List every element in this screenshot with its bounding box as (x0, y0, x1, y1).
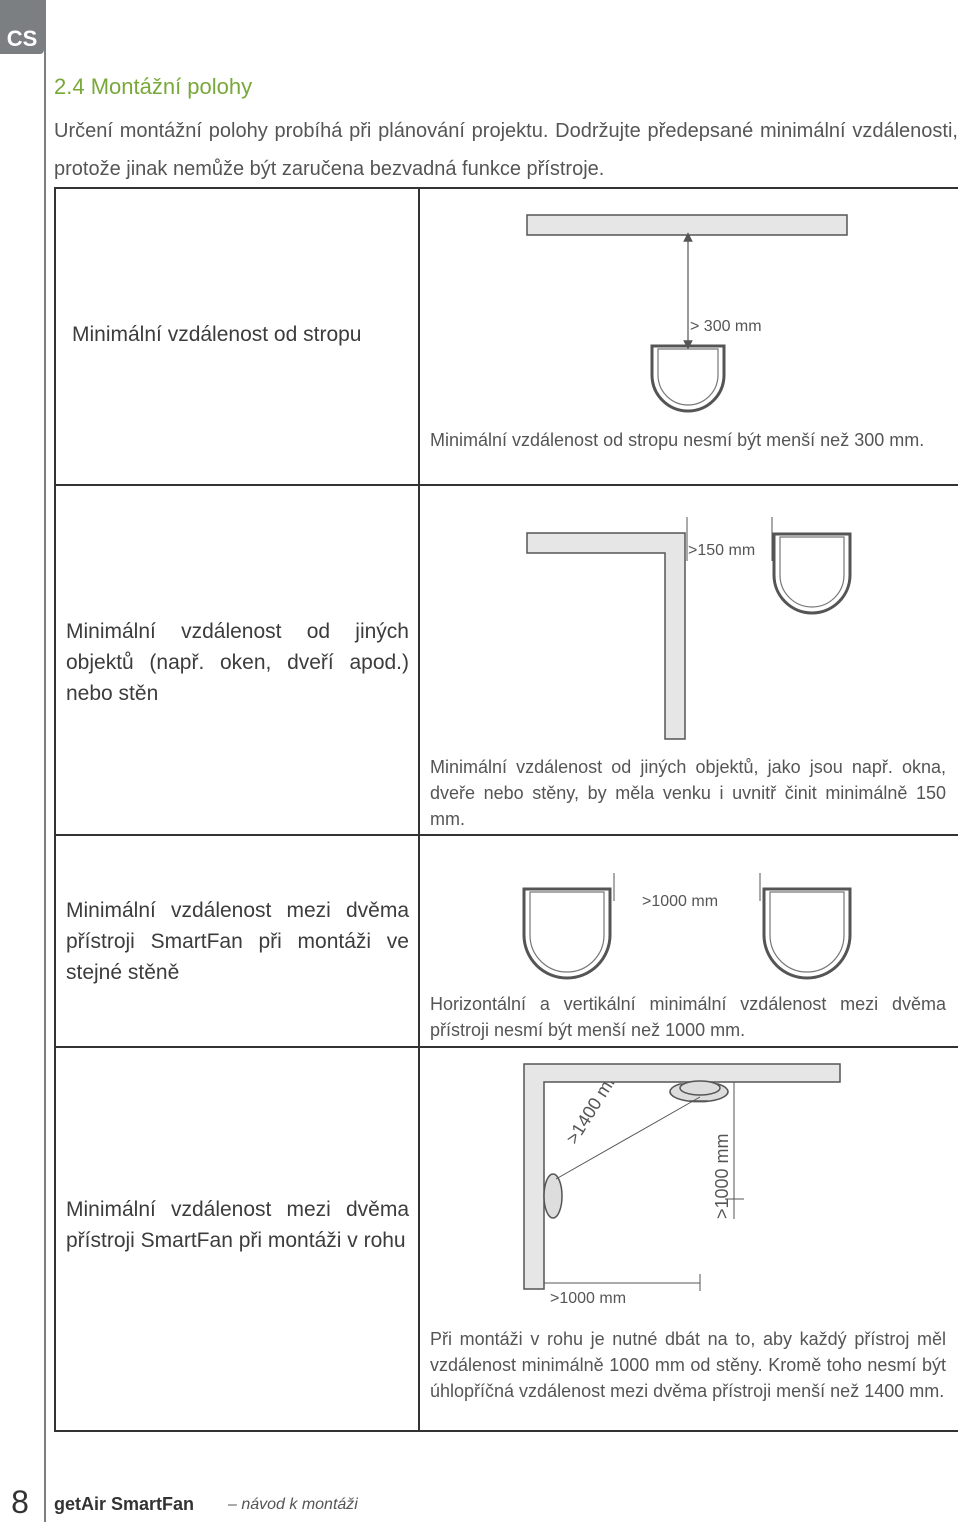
row2-label: Minimální vzdálenost od jiných objektů (např. oken, dveří apod.) nebo stěn (66, 620, 409, 705)
language-badge-text: CS (6, 26, 38, 51)
row1-description: Minimální vzdálenost od stropu nesmí být menší než 300 mm. (430, 430, 925, 450)
diagram-layer (54, 189, 958, 1430)
fan-unit-icon (774, 534, 850, 613)
row1-label: Minimální vzdálenost od stropu (72, 323, 362, 346)
ceiling-slab (527, 215, 847, 235)
corner-diagram (524, 1064, 840, 1291)
fan-unit-side-icon (544, 1174, 562, 1218)
diagonal-guide (556, 1097, 700, 1179)
row3-description: Horizontální a vertikální minimální vzdálenost mezi dvěma přístroji nesmí být menší než 1000 mm. (430, 994, 946, 1040)
row4-description: Při montáži v rohu je nutné dbát na to, aby každý přístroj měl vzdálenost minimálně 1000 mm od stěny. Kromě toho nesmí být úhlopříčná vzdálenost mezi dvěma přístroji menší než 1400 mm. (430, 1329, 946, 1401)
fan-unit-top-icon (670, 1081, 728, 1102)
wall-profile (527, 533, 685, 739)
row4-label: Minimální vzdálenost mezi dvěma přístroji SmartFan při montáži v rohu (66, 1198, 409, 1252)
row3-label: Minimální vzdálenost mezi dvěma přístroji SmartFan při montáži ve stejné stěně (66, 899, 409, 984)
fan-unit-icon (652, 346, 724, 411)
mounting-table (54, 187, 958, 1432)
row2-description: Minimální vzdálenost od jiných objektů, jako jsou např. okna, dveře nebo stěny, by měla venku i uvnitř činit minimálně 150 mm. (430, 757, 946, 829)
wall-diagram (527, 517, 850, 739)
row1-dimension: > 300 mm (690, 318, 762, 335)
row3-dimension: >1000 mm (642, 893, 719, 910)
two-fans-diagram (524, 873, 850, 978)
fan-unit-icon (764, 889, 850, 978)
footer-subtitle: – návod k montáži (228, 1496, 358, 1513)
language-badge (0, 0, 44, 54)
ceiling-diagram (527, 215, 847, 411)
row4-dimension-horizontal: >1000 mm (550, 1290, 627, 1307)
margin-rule (44, 0, 46, 1522)
page-number: 8 (11, 1484, 29, 1520)
row4-dimension-diagonal: >1400 mm (562, 1064, 625, 1148)
row4-dimension-vertical: >1000 mm (712, 1133, 732, 1219)
footer-brand: getAir SmartFan (54, 1494, 195, 1514)
section-title: 2.4 Montážní polohy (54, 74, 253, 99)
fan-unit-icon (524, 889, 610, 978)
intro-paragraph: Určení montážní polohy probíhá při plánování projektu. Dodržujte předepsané minimální vzdálenosti, protože jinak nemůže být zaručena bezvadná funkce přístroje. (54, 120, 958, 180)
row2-dimension: >150 mm (688, 542, 756, 559)
